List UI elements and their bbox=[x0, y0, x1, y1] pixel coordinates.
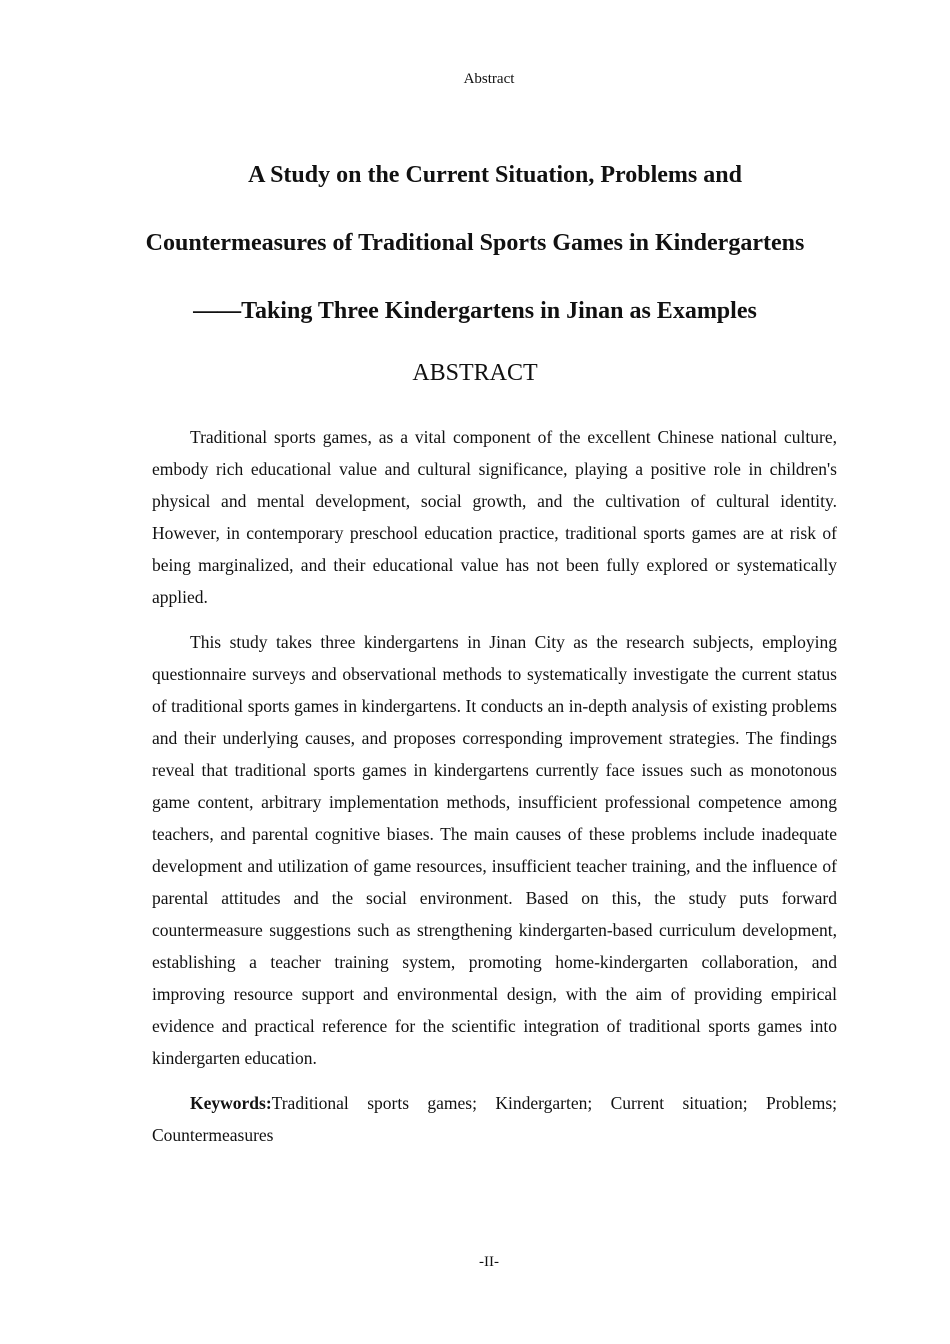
keywords-text: Traditional sports games; Kindergarten; Current situation; Problems; Countermeasures bbox=[152, 1093, 837, 1145]
title-line-1: A Study on the Current Situation, Problems and bbox=[248, 162, 742, 188]
running-header: Abstract bbox=[463, 71, 515, 87]
abstract-paragraph-1: Traditional sports games, as a vital component of the excellent Chinese national culture, embody rich educational value and cultural significance, playing a positive role in children's physical and mental development, social growth, and the cultivation of cultural identity. However, in contemporary preschool education practice, traditional sports games are at risk of being marginalized, and their educational value has not been fully explored or systematically applied. bbox=[152, 427, 837, 607]
keywords-label: Keywords: bbox=[190, 1093, 272, 1113]
paper-title bbox=[0, 141, 950, 345]
abstract-heading: ABSTRACT bbox=[412, 360, 538, 386]
title-line-2: Countermeasures of Traditional Sports Games in Kindergartens bbox=[145, 230, 805, 256]
abstract-paragraph-2: This study takes three kindergartens in Jinan City as the research subjects, employing questionnaire surveys and observational methods to systematically investigate the current status of traditional sports games in kindergartens. It conducts an in-depth analysis of existing problems and their underlying causes, and proposes corresponding improvement strategies. The findings reveal that traditional sports games in kindergartens currently face issues such as monotonous game content, arbitrary implementation methods, insufficient professional competence among teachers, and parental cognitive biases. The main causes of these problems include inadequate development and utilization of game resources, insufficient teacher training, and the influence of parental attitudes and the social environment. Based on this, the study puts forward countermeasure suggestions such as strengthening kindergarten-based curriculum development, establishing a teacher training system, promoting home-kindergarten collaboration, and improving resource support and environmental design, with the aim of providing empirical evidence and practical reference for the scientific integration of traditional sports games into kindergarten education. bbox=[152, 632, 837, 1068]
page-number: -II- bbox=[479, 1254, 499, 1270]
keywords-paragraph bbox=[152, 1087, 837, 1151]
abstract-body bbox=[152, 421, 837, 1164]
title-line-3: ——Taking Three Kindergartens in Jinan as Examples bbox=[193, 298, 757, 324]
